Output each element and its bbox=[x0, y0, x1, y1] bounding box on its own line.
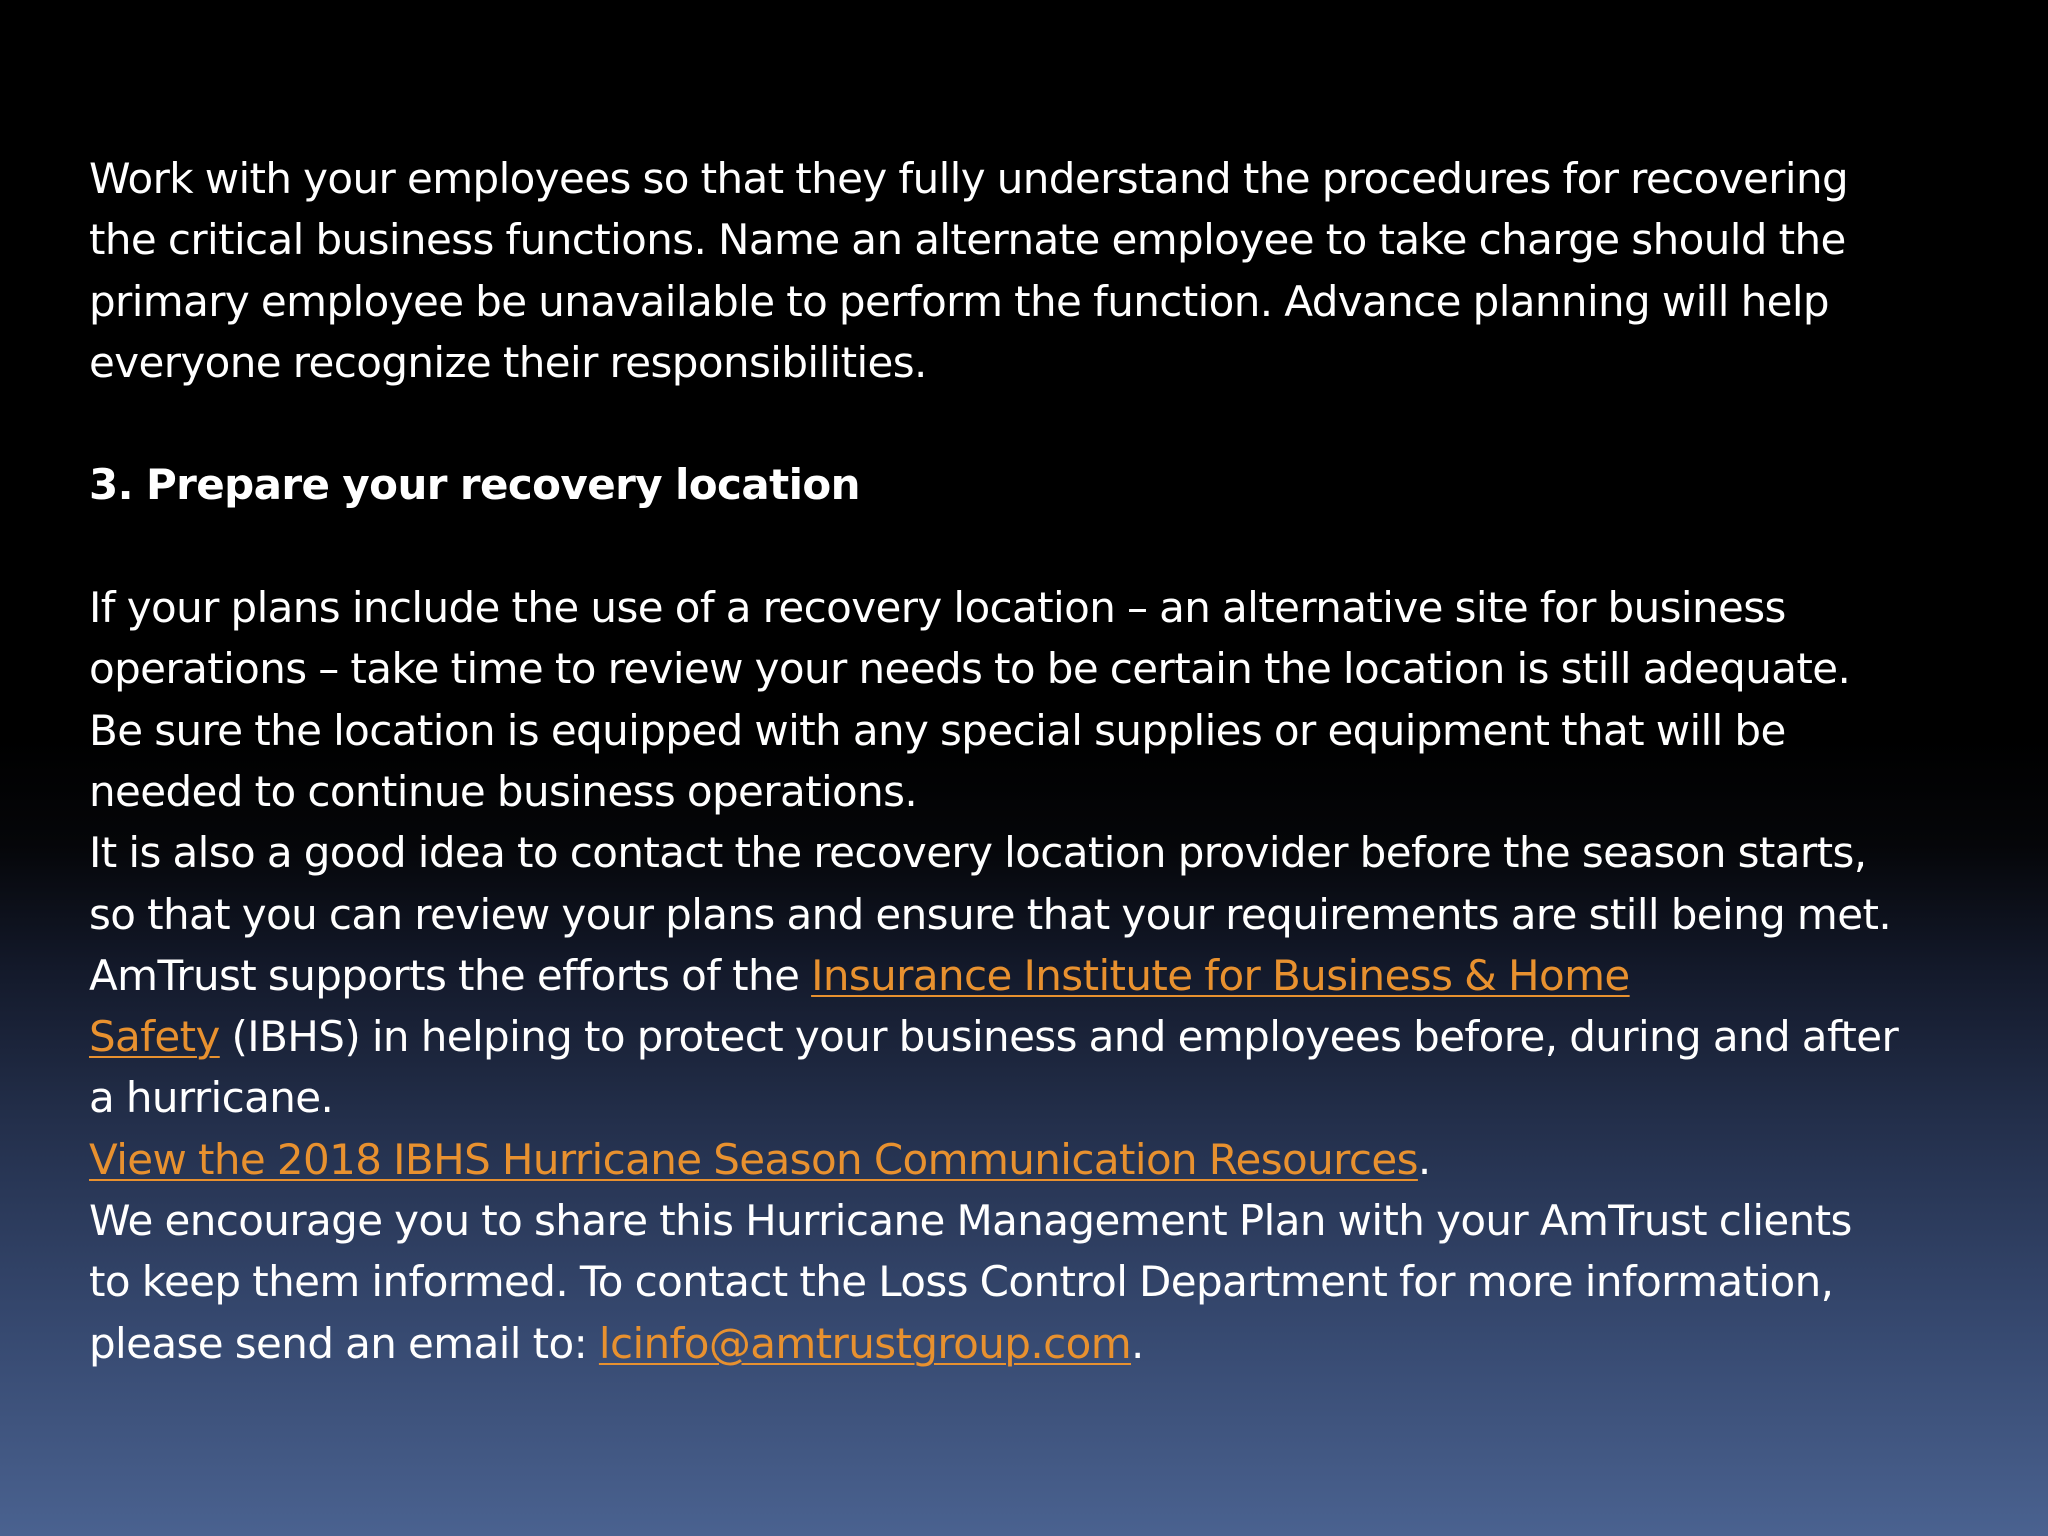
intro-line-3: primary employee be unavailable to perform the function. Advance planning will help bbox=[89, 276, 1829, 326]
closing-line-1: We encourage you to share this Hurricane Management Plan with your AmTrust clients bbox=[89, 1196, 1852, 1246]
closing-line-3 bbox=[89, 1313, 1989, 1374]
closing-suffix: . bbox=[1131, 1318, 1144, 1368]
paragraph-line-6: so that you can review your plans and ensure that your requirements are still being met. bbox=[89, 889, 1892, 939]
resources-line bbox=[89, 1129, 1989, 1190]
paragraph-line-1: If your plans include the use of a recovery location – an alternative site for business bbox=[89, 583, 1786, 633]
spacer bbox=[89, 393, 1989, 454]
intro-line-4: everyone recognize their responsibilities. bbox=[89, 337, 927, 387]
resources-link[interactable]: View the 2018 IBHS Hurricane Season Communication Resources bbox=[89, 1134, 1418, 1184]
ibhs-link-continued[interactable]: Safety bbox=[89, 1012, 220, 1062]
section-heading: 3. Prepare your recovery location bbox=[89, 460, 860, 510]
amtrust-prefix: AmTrust supports the efforts of the bbox=[89, 950, 812, 1000]
amtrust-line-2 bbox=[89, 1006, 1989, 1067]
closing-prefix: please send an email to: bbox=[89, 1318, 599, 1368]
paragraph-line-5: It is also a good idea to contact the recovery location provider before the season starts, bbox=[89, 828, 1867, 878]
amtrust-line-3: a hurricane. bbox=[89, 1073, 334, 1123]
ibhs-link[interactable]: Insurance Institute for Business & Home bbox=[811, 950, 1630, 1000]
paragraph-line-3: Be sure the location is equipped with any special supplies or equipment that will be bbox=[89, 705, 1786, 755]
amtrust-line-1 bbox=[89, 945, 1989, 1006]
paragraph-line-4: needed to continue business operations. bbox=[89, 766, 918, 816]
amtrust-suffix: (IBHS) in helping to protect your business and employees before, during and after bbox=[219, 1012, 1899, 1062]
closing-line-2: to keep them informed. To contact the Loss Control Department for more information, bbox=[89, 1257, 1834, 1307]
email-link[interactable]: lcinfo@amtrustgroup.com bbox=[598, 1318, 1132, 1368]
intro-line-1: Work with your employees so that they fully understand the procedures for recovering bbox=[89, 154, 1849, 203]
spacer bbox=[89, 516, 1989, 577]
intro-line-2: the critical business functions. Name an alternate employee to take charge should the bbox=[89, 215, 1846, 265]
slide-body bbox=[89, 148, 1989, 1374]
paragraph-line-2: operations – take time to review your needs to be certain the location is still adequate. bbox=[89, 644, 1851, 694]
resources-suffix: . bbox=[1417, 1134, 1431, 1184]
